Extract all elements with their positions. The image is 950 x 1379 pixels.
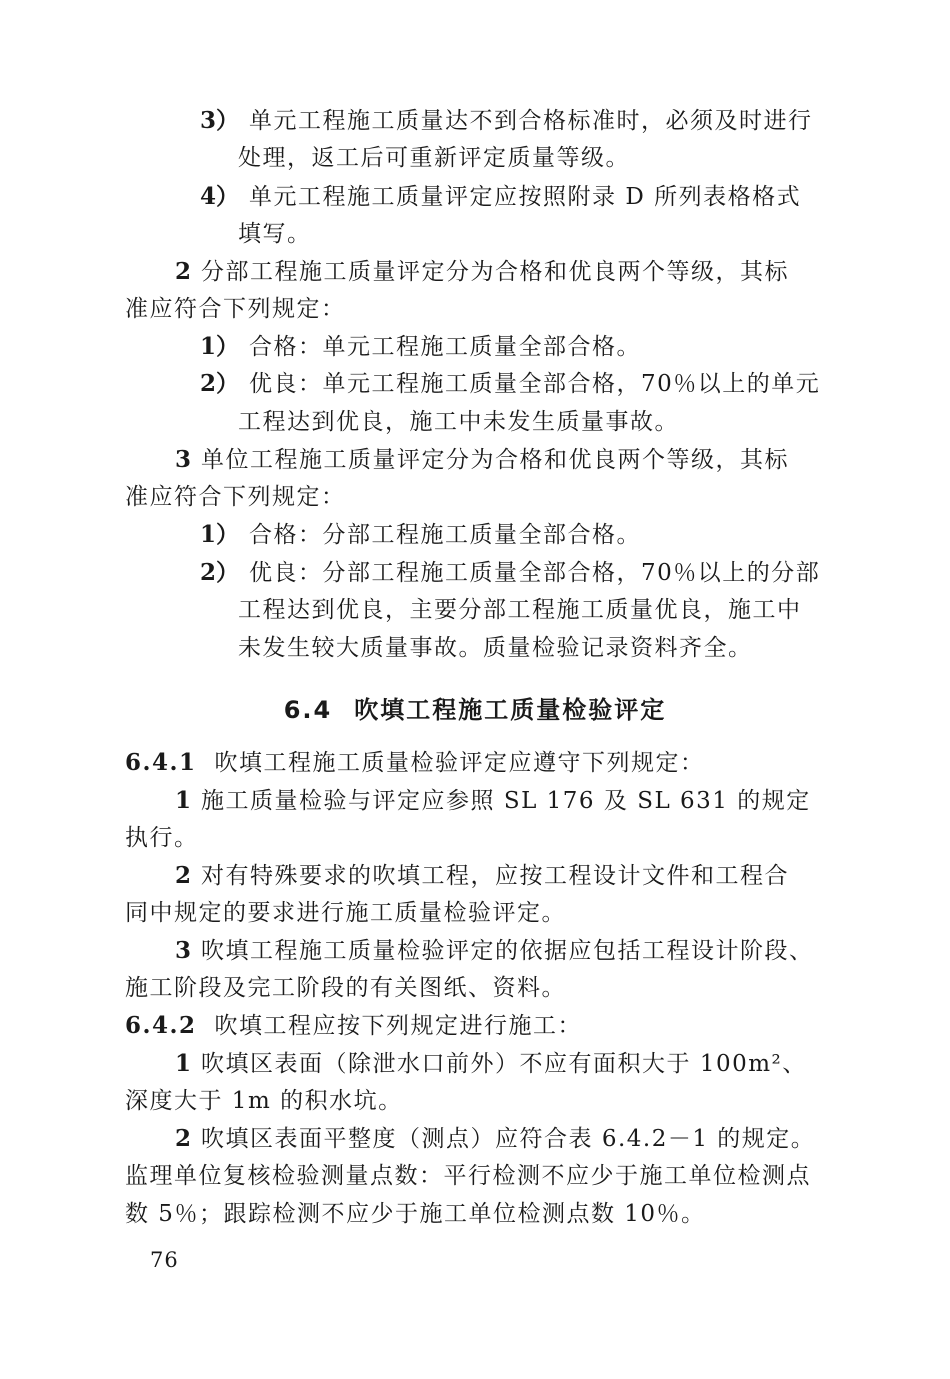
clause-item (175, 257, 789, 287)
item-text: 优良：分部工程施工质量全部合格，70％以上的分部 (249, 560, 821, 586)
text-line (125, 973, 566, 1003)
line-text: 数 5％；跟踪检测不应少于施工单位检测点数 10％。 (125, 1201, 706, 1227)
clause-item (175, 786, 811, 816)
text-line (238, 407, 679, 437)
item-number: 3） (200, 107, 240, 134)
clause-number: 6.4.2 (125, 1012, 197, 1039)
text-line (125, 1199, 706, 1229)
text-line (238, 633, 753, 663)
item-number: 2） (200, 559, 240, 586)
text-line (238, 595, 802, 625)
list-item (200, 369, 820, 399)
text-line (125, 823, 199, 853)
line-text: 准应符合下列规定： (125, 296, 346, 322)
clause-heading (125, 748, 705, 778)
clause-item (175, 861, 789, 891)
item-text: 单位工程施工质量评定分为合格和优良两个等级，其标 (201, 447, 790, 473)
item-number: 1） (200, 521, 240, 548)
line-text: 同中规定的要求进行施工质量检验评定。 (125, 900, 566, 926)
list-item (200, 106, 813, 136)
clause-item (175, 1124, 815, 1154)
line-text: 未发生较大质量事故。质量检验记录资料齐全。 (238, 635, 753, 661)
clause-text: 吹填工程施工质量检验评定应遵守下列规定： (214, 750, 705, 776)
clause-text: 吹填工程应按下列规定进行施工： (214, 1013, 583, 1039)
item-number: 4） (200, 183, 240, 210)
text-line (125, 482, 346, 512)
clause-item (175, 445, 789, 475)
item-text: 吹填区表面平整度（测点）应符合表 6.4.2－1 的规定。 (201, 1126, 816, 1152)
line-text: 深度大于 1m 的积水坑。 (125, 1088, 403, 1114)
section-title: 吹填工程施工质量检验评定 (354, 696, 667, 724)
line-text: 监理单位复核检验测量点数：平行检测不应少于施工单位检测点 (125, 1163, 811, 1189)
text-line (125, 1161, 811, 1191)
item-number: 3 (175, 937, 192, 964)
item-text: 合格：分部工程施工质量全部合格。 (249, 522, 642, 548)
clause-item (175, 936, 814, 966)
line-text: 工程达到优良，施工中未发生质量事故。 (238, 409, 679, 435)
item-number: 1） (200, 333, 240, 360)
item-number: 2 (175, 1125, 192, 1152)
item-number: 2 (175, 862, 192, 889)
line-text: 工程达到优良，主要分部工程施工质量优良，施工中 (238, 597, 802, 623)
item-text: 合格：单元工程施工质量全部合格。 (249, 334, 642, 360)
item-text: 施工质量检验与评定应参照 SL 176 及 SL 631 的规定 (201, 788, 811, 814)
line-text: 执行。 (125, 825, 199, 851)
text-line (125, 1086, 403, 1116)
item-text: 单元工程施工质量达不到合格标准时，必须及时进行 (249, 108, 813, 134)
text-line (125, 898, 566, 928)
text-line (238, 219, 312, 249)
clause-item (175, 1049, 807, 1079)
item-text: 吹填区表面（除泄水口前外）不应有面积大于 100m²、 (201, 1051, 807, 1077)
item-number: 1 (175, 787, 192, 814)
text-line (238, 143, 630, 173)
list-item (200, 520, 641, 550)
text-line (125, 294, 346, 324)
clause-heading (125, 1011, 582, 1041)
line-text: 填写。 (238, 221, 312, 247)
item-number: 3 (175, 446, 192, 473)
item-text: 优良：单元工程施工质量全部合格，70％以上的单元 (249, 371, 821, 397)
item-text: 单元工程施工质量评定应按照附录 D 所列表格格式 (249, 184, 802, 210)
section-number: 6.4 (283, 696, 333, 724)
list-item (200, 332, 641, 362)
item-text: 吹填工程施工质量检验评定的依据应包括工程设计阶段、 (201, 938, 814, 964)
clause-number: 6.4.1 (125, 749, 197, 776)
page-number: 76 (150, 1248, 179, 1272)
line-text: 施工阶段及完工阶段的有关图纸、资料。 (125, 975, 566, 1001)
item-number: 2 (175, 258, 192, 285)
item-number: 1 (175, 1050, 192, 1077)
list-item (200, 558, 820, 588)
item-number: 2） (200, 370, 240, 397)
line-text: 处理，返工后可重新评定质量等级。 (238, 145, 630, 171)
list-item (200, 182, 801, 212)
line-text: 准应符合下列规定： (125, 484, 346, 510)
section-heading (0, 690, 950, 725)
item-text: 对有特殊要求的吹填工程，应按工程设计文件和工程合 (201, 863, 790, 889)
item-text: 分部工程施工质量评定分为合格和优良两个等级，其标 (201, 259, 790, 285)
